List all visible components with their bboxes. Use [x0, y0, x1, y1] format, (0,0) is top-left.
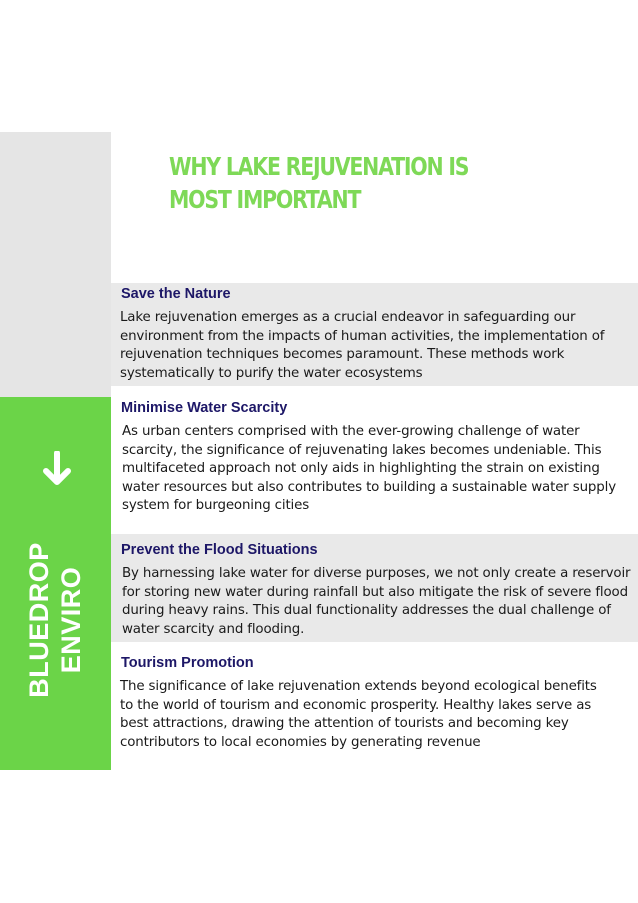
arrow-down-icon — [43, 451, 71, 487]
section-heading: Tourism Promotion — [121, 655, 254, 671]
section-text-line: during heavy rains. This dual functionality addresses the dual challenge of — [122, 603, 611, 619]
section-text-line: to the world of tourism and economic prosperity. Healthy lakes serve as — [120, 697, 592, 713]
page-title: WHY LAKE REJUVENATION IS MOST IMPORTANT — [169, 152, 469, 214]
section-heading: Minimise Water Scarcity — [121, 400, 288, 416]
section-text-line: scarcity, the significance of rejuvenating lakes becomes undeniable. This — [122, 442, 602, 458]
section-text-line: for storing new water during rainfall but also mitigate the risk of severe flood — [122, 584, 628, 600]
section-text-line: As urban centers comprised with the ever-growing challenge of water — [122, 424, 580, 439]
brand-line-1: BLUEDROP — [24, 542, 54, 698]
section-flood-prevention — [119, 541, 638, 639]
section-text-line: best attractions, drawing the attention of tourists and becoming key — [120, 716, 569, 732]
section-text-line: contributors to local economies by generating revenue — [120, 734, 481, 750]
section-heading: Save the Nature — [121, 286, 231, 302]
section-text-line: water resources but also contributes to building a sustainable water supply — [122, 479, 616, 495]
section-text-line: multifaceted approach not only aids in highlighting the strain on existing — [122, 461, 600, 477]
section-text-line: The significance of lake rejuvenation extends beyond ecological benefits — [120, 679, 597, 694]
section-text-line: system for burgeoning cities — [122, 498, 310, 514]
section-text-line: rejuvenation techniques becomes paramount. These methods work — [120, 347, 565, 363]
sidebar-gray-block — [0, 132, 111, 397]
section-text-line: environment from the impacts of human activities, the implementation of — [120, 328, 605, 344]
section-text-line: Lake rejuvenation emerges as a crucial endeavor in safeguarding our — [120, 310, 576, 325]
brand-line-2: ENVIRO — [56, 566, 86, 674]
section-water-scarcity — [119, 399, 638, 516]
section-heading: Prevent the Flood Situations — [121, 542, 318, 558]
section-save-nature — [119, 285, 638, 383]
section-text-line: systematically to purify the water ecosystems — [120, 365, 423, 381]
section-text-line: water scarcity and flooding. — [122, 621, 305, 637]
section-tourism — [119, 654, 638, 752]
section-text-line: By harnessing lake water for diverse purposes, we not only create a reservoir — [122, 566, 631, 581]
brand-name — [23, 542, 87, 698]
